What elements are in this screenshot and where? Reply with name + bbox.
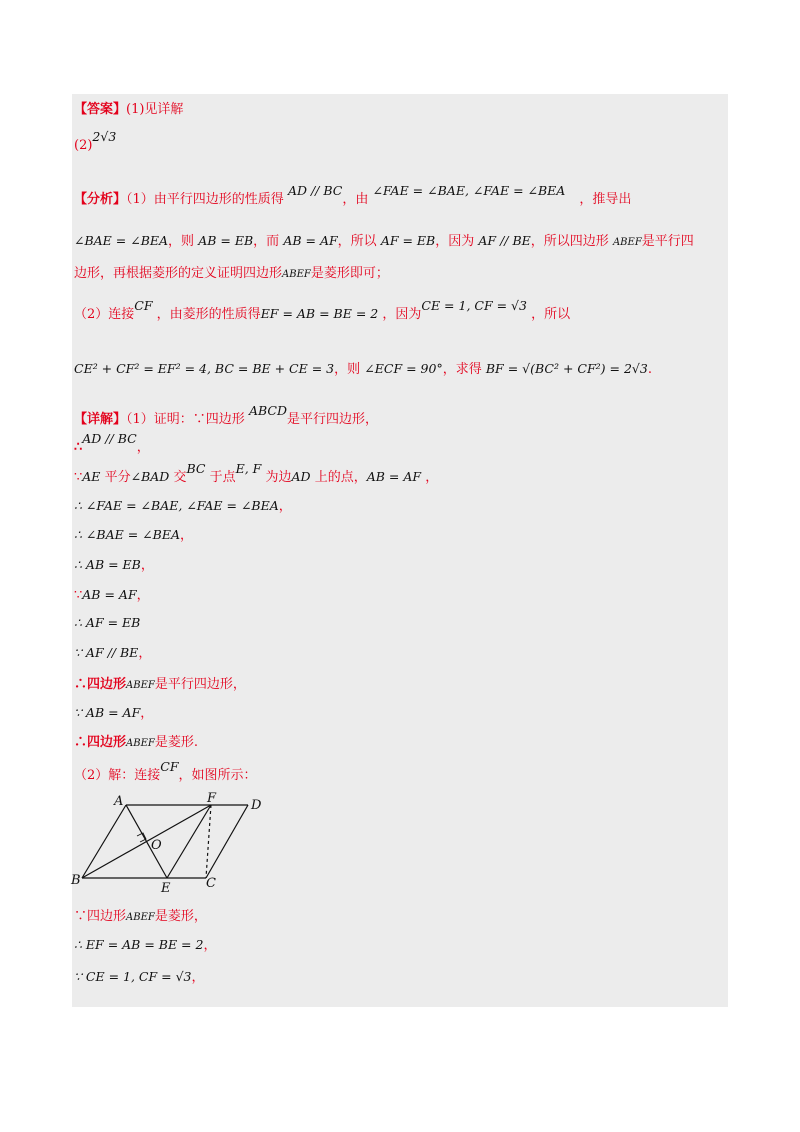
label-O: O — [151, 838, 162, 853]
detail-line-15: ∴ EF = AB = BE = 2， — [74, 937, 217, 953]
detail-line-11: ∵ AB = AF， — [74, 705, 154, 721]
segment-FE — [167, 805, 211, 878]
detail-line-14: ∵四边形ABEF是菱形， — [74, 909, 207, 924]
analysis-line-1: 【分析】（1）由平行四边形的性质得 AD // BC，由 ∠FAE = ∠BAE, ∠FAE = ∠BEA，推导出 — [74, 183, 632, 207]
detail-line-10: ∴四边形ABEF是平行四边形， — [74, 677, 246, 692]
rhombus-figure — [70, 790, 270, 895]
segment-CF-dashed — [206, 805, 211, 878]
detail-line-1: 【详解】（1）证明：∵四边形 ABCD是平行四边形， — [74, 403, 378, 427]
analysis-line-4: （2）连接CF ，由菱形的性质得EF = AB = BE = 2 ，因为CE = 1, CF = √3 ，所以 — [74, 298, 571, 322]
answer-line-2: (2)2√3 — [74, 129, 117, 153]
label-B: B — [71, 873, 81, 888]
detail-line-5: ∴ ∠BAE = ∠BEA， — [74, 527, 193, 543]
analysis-line-3: 边形，再根据菱形的定义证明四边形ABEF是菱形即可； — [74, 266, 389, 281]
segment-AB — [82, 805, 126, 878]
detail-line-12: ∴四边形ABEF是菱形. — [74, 735, 198, 750]
label-C: C — [206, 876, 216, 891]
detail-line-8: ∴ AF = EB — [74, 615, 141, 630]
label-F: F — [207, 791, 217, 806]
label-E: E — [161, 881, 171, 895]
detail-line-4: ∴ ∠FAE = ∠BAE, ∠FAE = ∠BEA， — [74, 498, 292, 514]
label-D: D — [251, 798, 262, 813]
detail-line-13: （2）解：连接CF，如图所示： — [74, 759, 257, 783]
segment-BF — [82, 805, 211, 878]
detail-line-9: ∵ AF // BE， — [74, 645, 152, 661]
detail-line-16: ∵ CE = 1, CF = √3， — [74, 969, 205, 985]
detail-line-7: ∵AB = AF， — [74, 587, 150, 603]
analysis-line-5: CE² + CF² = EF² = 4, BC = BE + CE = 3，则 ∠ECF = 90°，求得 BF = √(BC² + CF²) = 2√3. — [74, 361, 652, 377]
answer-line-1: 【答案】(1)见详解 — [74, 102, 184, 117]
segment-DC — [206, 805, 248, 878]
label-A: A — [114, 794, 124, 809]
analysis-line-2: ∠BAE = ∠BEA，则 AB = EB，而 AB = AF，所以 AF = EB，因为 AF // BE，所以四边形 ABEF是平行四 — [74, 233, 694, 249]
detail-line-3: ∵AE 平分∠BAD 交BC 于点E, F 为边AD 上的点，AB = AF ， — [74, 461, 439, 485]
detail-line-6: ∴ AB = EB， — [74, 557, 154, 573]
detail-line-2: ∴AD // BC， — [74, 431, 150, 455]
